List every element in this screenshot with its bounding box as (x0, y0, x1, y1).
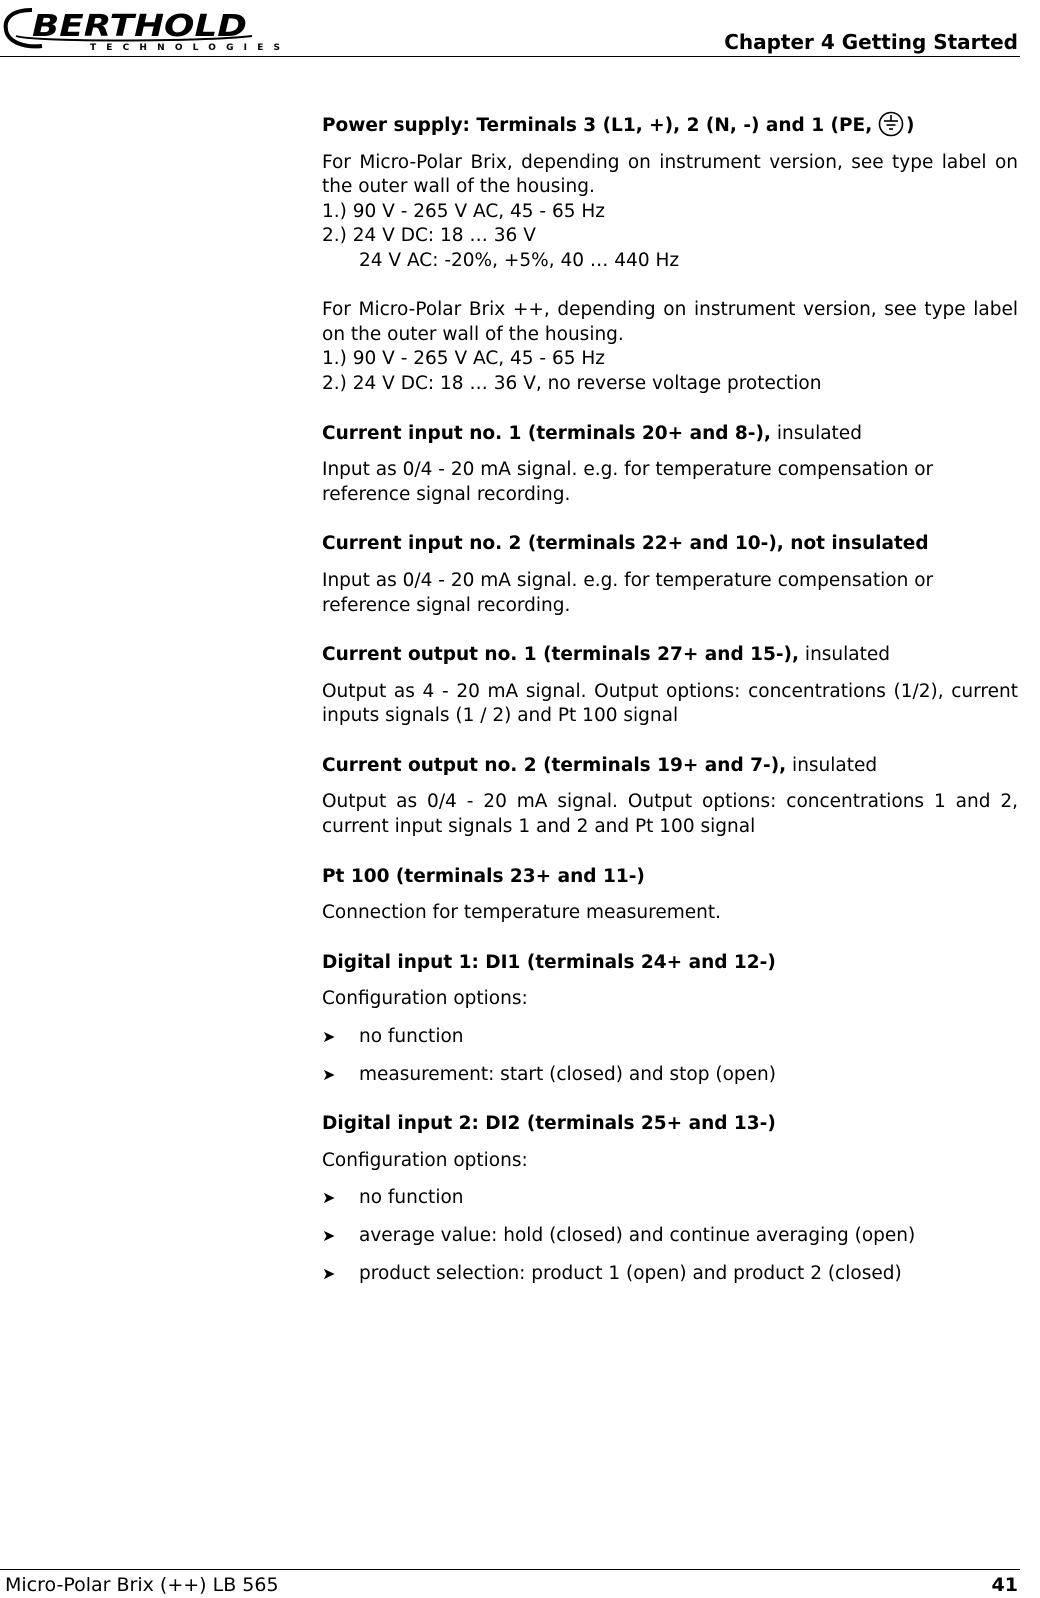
section-heading: Power supply: Terminals 3 (L1, +), 2 (N, -) and 1 (PE, ) (322, 111, 1018, 139)
section-heading: Current output no. 2 (terminals 19+ and 7-), insulated (322, 754, 878, 776)
protective-earth-icon (878, 111, 904, 137)
section-heading: Digital input 1: DI1 (terminals 24+ and 12-) (322, 951, 776, 973)
section-text: Configuration options: (322, 988, 528, 1010)
power-line: 2.) 24 V DC: 18 … 36 V (322, 225, 536, 247)
section-power-supply (322, 111, 1018, 397)
section-text: Output as 4 - 20 mA signal. Output options: concentrations (1/2), current inputs signals (1 / 2) and Pt 100 signal (322, 680, 1018, 727)
footer-product-name: Micro-Polar Brix (++) LB 565 (5, 1574, 279, 1596)
section-text: Configuration options: (322, 1149, 528, 1171)
list-item: ➤ no function (322, 1186, 1018, 1211)
chapter-title: Chapter 4 Getting Started (724, 30, 1018, 54)
footer-divider (0, 1569, 1020, 1570)
options-list (322, 1186, 1018, 1286)
section-heading: Digital input 2: DI2 (terminals 25+ and 13-) (322, 1113, 776, 1135)
power-line: 2.) 24 V DC: 18 … 36 V, no reverse voltage protection (322, 372, 822, 394)
section-text: Output as 0/4 - 20 mA signal. Output options: concentrations 1 and 2, current input signals 1 and 2 and Pt 100 signal (322, 791, 1018, 838)
section-heading: Current input no. 1 (terminals 20+ and 8-), insulated (322, 422, 862, 444)
main-content (322, 111, 1018, 1311)
svg-text:BERTHOLD: BERTHOLD (32, 9, 247, 44)
list-item: ➤ measurement: start (closed) and stop (open) (322, 1063, 1018, 1088)
section-current-input-1 (322, 422, 1018, 508)
arrow-bullet-icon: ➤ (322, 1064, 336, 1084)
svg-text:TECHNOLOGIES: TECHNOLOGIES (90, 43, 280, 52)
header-divider (0, 56, 1020, 57)
section-text: Input as 0/4 - 20 mA signal. e.g. for temperature compensation or reference signal recording. (322, 459, 934, 505)
arrow-bullet-icon: ➤ (322, 1226, 336, 1245)
section-heading: Current output no. 1 (terminals 27+ and 15-), insulated (322, 644, 891, 666)
section-pt100 (322, 865, 1018, 926)
list-item: ➤ product selection: product 1 (open) and product 2 (closed) (322, 1262, 1018, 1287)
section-current-output-2 (322, 754, 1018, 840)
section-digital-input-1 (322, 951, 1018, 1087)
list-item: ➤ no function (322, 1025, 1018, 1050)
section-heading: Current input no. 2 (terminals 22+ and 10-), not insulated (322, 533, 929, 555)
section-text: Input as 0/4 - 20 mA signal. e.g. for temperature compensation or reference signal recording. (322, 569, 934, 616)
power-line: 24 V AC: -20%, +5%, 40 … 440 Hz (359, 249, 680, 271)
section-digital-input-2 (322, 1112, 1018, 1286)
list-item: ➤ average value: hold (closed) and continue averaging (open) (322, 1224, 1018, 1249)
options-list (322, 1025, 1018, 1087)
section-current-output-1 (322, 643, 1018, 729)
power-text-brix: For Micro-Polar Brix, depending on instrument version, see type label on the outer wall of the housing. (322, 151, 1018, 198)
section-current-input-2 (322, 532, 1018, 618)
page-number: 41 (991, 1574, 1018, 1596)
power-line: 1.) 90 V - 265 V AC, 45 - 65 Hz (322, 348, 606, 370)
arrow-bullet-icon: ➤ (322, 1188, 336, 1208)
power-text-brix-plus: For Micro-Polar Brix ++, depending on instrument version, see type label on the outer wall of the housing. (322, 299, 1018, 345)
arrow-bullet-icon: ➤ (322, 1027, 336, 1047)
section-heading: Pt 100 (terminals 23+ and 11-) (322, 865, 645, 887)
arrow-bullet-icon: ➤ (322, 1263, 336, 1283)
berthold-logo (2, 6, 302, 52)
section-text: Connection for temperature measurement. (322, 902, 721, 924)
power-line: 1.) 90 V - 265 V AC, 45 - 65 Hz (322, 200, 606, 222)
